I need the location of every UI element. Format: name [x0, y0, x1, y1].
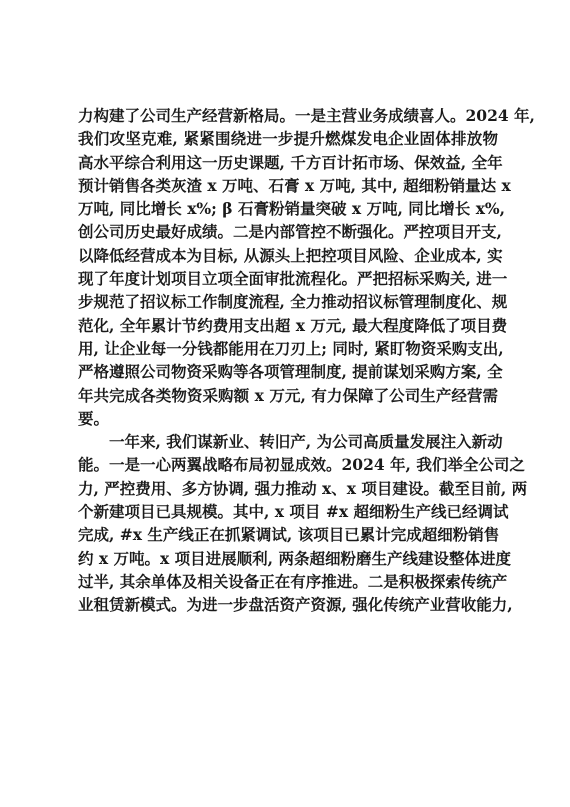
text-line: 预计销售各类灰渣 x 万吨、石膏 x 万吨, 其中, 超细粉销量达 x [78, 175, 511, 195]
text-line: 年共完成各类物资采购额 x 万元, 有力保障了公司生产经营需 [78, 385, 498, 405]
text-line: 力构建了公司生产经营新格局。一是主营业务成绩喜人。2024 年, [78, 106, 535, 125]
text-line: 用, 让企业每一分钱都能用在刀刃上; 同时, 紧盯物资采购支出, [78, 338, 504, 358]
text-line: 现了年度计划项目立项全面审批流程化。严把招标采购关, 进一 [78, 269, 508, 289]
text-line: 万吨, 同比增长 x%; β 石膏粉销量突破 x 万吨, 同比增长 x%, [78, 199, 506, 219]
text-line: 力, 严控费用、多方协调, 强力推动 x、x 项目建设。截至目前, 两 [78, 478, 528, 498]
text-line: 步规范了招议标工作制度流程, 全力推动招议标管理制度化、规 [78, 292, 508, 312]
text-line: 严格遵照公司物资采购等各项管理制度, 提前谋划采购方案, 全 [78, 362, 503, 382]
text-line: 个新建项目已具规模。其中, x 项目 #x 超细粉生产线已经调试 [78, 502, 509, 522]
text-line: 以降低经营成本为目标, 从源头上把控项目风险、企业成本, 实 [78, 245, 503, 265]
paragraph-2 [78, 430, 528, 616]
document-body [78, 104, 535, 617]
text-line: 创公司历史最好成绩。二是内部管控不断强化。严控项目开支, [78, 222, 502, 242]
text-line: 约 x 万吨。x 项目进展顺利, 两条超细粉磨生产线建设整体进度 [78, 548, 511, 568]
text-line: 完成, #x 生产线正在抓紧调试, 该项目已累计完成超细粉销售 [78, 525, 500, 545]
text-line: 业租赁新模式。为进一步盘活资产资源, 强化传统产业营收能力, [78, 595, 513, 615]
text-line: 能。一是一心两翼战略布局初显成效。2024 年, 我们举全公司之 [78, 455, 525, 475]
text-line: 要。 [78, 408, 110, 428]
text-line: 过半, 其余单体及相关设备正在有序推进。二是积极探索传统产 [78, 571, 508, 591]
text-line: 高水平综合利用这一历史课题, 千方百计拓市场、保效益, 全年 [78, 152, 503, 172]
text-line: 一年来, 我们谋新业、转旧产, 为公司高质量发展注入新动 [109, 432, 503, 452]
paragraph-1 [78, 104, 535, 430]
text-line: 范化, 全年累计节约费用支出超 x 万元, 最大程度降低了项目费 [78, 315, 508, 335]
text-line: 我们攻坚克难, 紧紧围绕进一步提升燃煤发电企业固体排放物 [78, 129, 498, 149]
